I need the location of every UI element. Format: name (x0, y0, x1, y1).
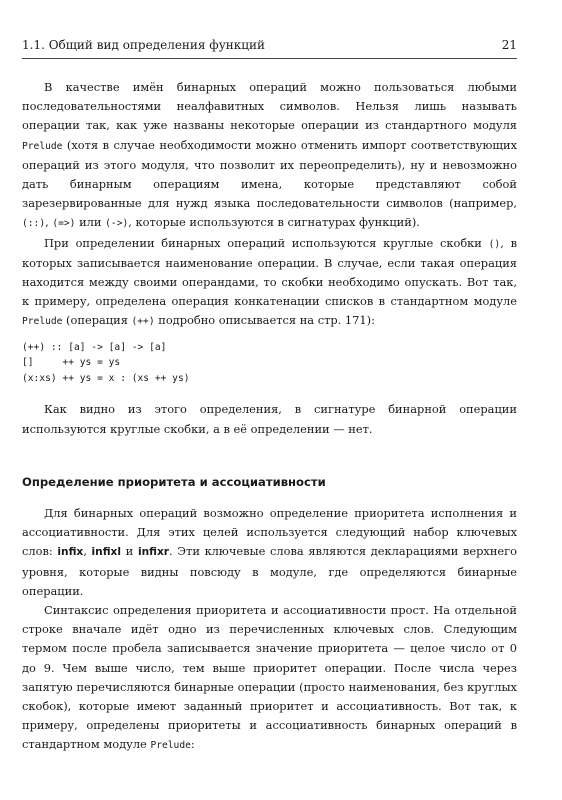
code-prelude: Prelude (150, 740, 191, 752)
code-line: (x:xs) ++ ys = x : (xs ++ ys) (22, 372, 190, 384)
code-listing (22, 340, 517, 387)
paragraph-conclusion: Как видно из этого определения, в сигнатуре бинарной операции используются круглые скобки, а в её определении — нет. (22, 402, 517, 436)
code-prelude: Prelude (22, 316, 63, 328)
code-colon-colon: (::) (22, 218, 46, 230)
paragraph-keywords: Для бинарных операций возможно определение приоритета исполнения и ассоциативности. Для этих целей используется следующий набор ключевых слов: infix, infixl и infixr. Эти ключевые слова являются декларациями верхнего уровня, которые видны повсюду в модуле, где определяются бинарные операции. (22, 506, 517, 598)
keyword-infixl: infixl (91, 546, 122, 559)
running-head (22, 38, 517, 52)
code-arrow: (->) (105, 218, 129, 230)
code-concat-op: (++) (131, 316, 155, 328)
code-line: [] ++ ys = ys (22, 357, 121, 369)
code-line: (++) :: [a] -> [a] -> [a] (22, 341, 167, 353)
keyword-infixr: infixr (137, 546, 170, 559)
paragraph-operator-names: В качестве имён бинарных операций можно пользоваться любыми последовательностями неалфавитных символов. Нельзя лишь называть операции так, как уже названы некоторые операции из стандартного модуля Prelude (хотя в случае необходимости можно отменить импорт соответствующих операций из этого модуля, что позволит их переопределить), ну и невозможно дать бинарным операциям имена, которые представляют собой зарезервированные для нужд языка последовательности символов (например, (::), (=>) или (->), которые используются в сигнатурах функций). (22, 80, 517, 230)
section-heading: Определение приоритета и ассоциативности (22, 474, 326, 489)
section-title: 1.1. Общий вид определения функций (22, 38, 265, 52)
paragraph-parentheses: При определении бинарных операций используются круглые скобки (), в которых записывается наименование операции. В случае, если такая операция находится между своими операндами, то скобки необходимо опускать. Вот так, к примеру, определена операция конкатенации списков в стандартном модуле Prelude (операция (++) подробно описывается на стр. 171): (22, 235, 518, 328)
code-prelude: Prelude (22, 140, 63, 152)
paragraph-syntax: Синтаксис определения приоритета и ассоциативности прост. На отдельной строке вначале идёт одно из перечисленных ключевых слов. Следующим термом после пробела записывается значение приоритета — целое число от 0 до 9. Чем выше число, тем выше приоритет операции. После числа через запятую перечисляются бинарные операции (просто наименования, без круглых скобок), которые имеют заданный приоритет и ассоциативность. Вот так, к примеру, определены приоритеты и ассоциативность бинарных операций в стандартном модуле Prelude: (22, 603, 517, 752)
code-fat-arrow: (=>) (52, 218, 76, 230)
header-rule (22, 58, 517, 59)
code-parens: () (488, 238, 501, 250)
page-content (22, 78, 517, 756)
page-number: 21 (501, 38, 517, 52)
keyword-infix: infix (57, 546, 84, 559)
